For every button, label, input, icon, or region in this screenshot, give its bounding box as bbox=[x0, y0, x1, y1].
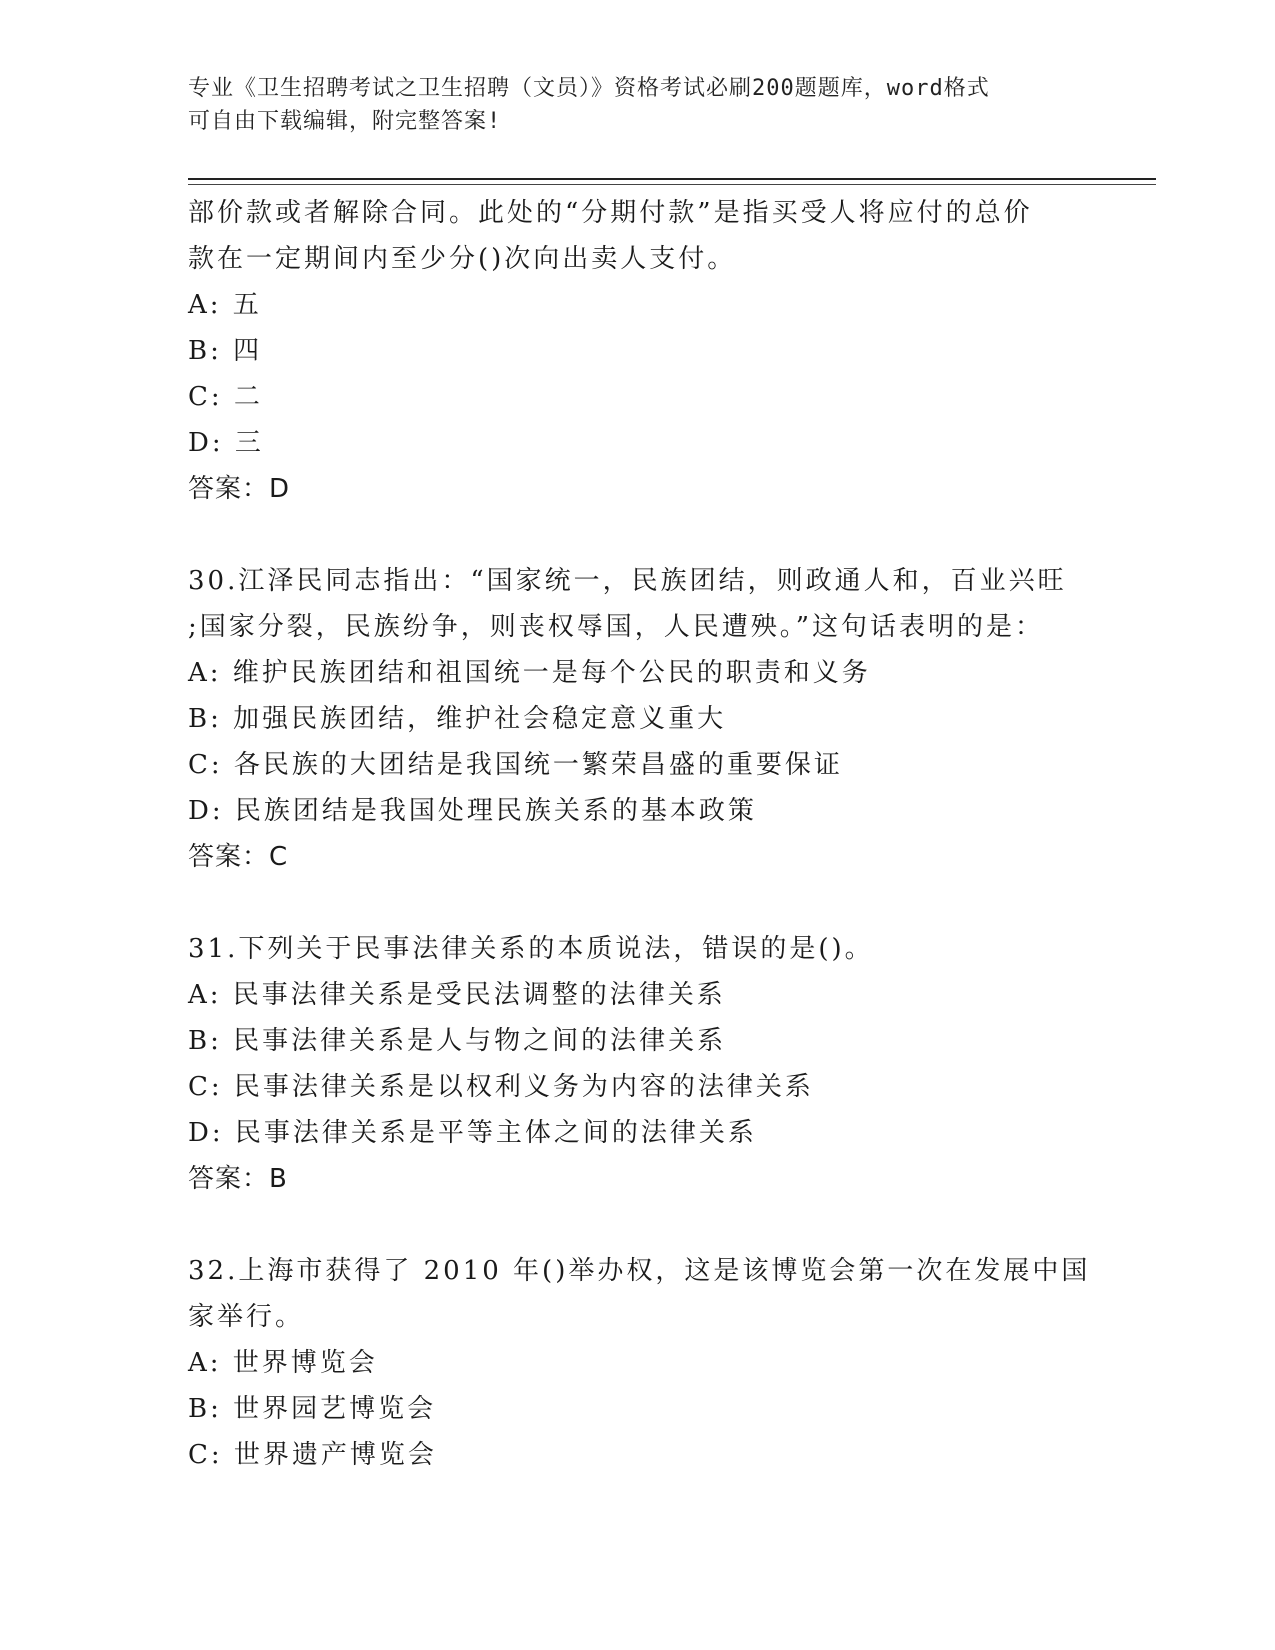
option-d: D: 民事法律关系是平等主体之间的法律关系 bbox=[188, 1118, 757, 1148]
question-31 bbox=[188, 926, 1088, 1202]
header-divider-thick bbox=[188, 178, 1156, 180]
question-text-line: 部价款或者解除合同。此处的“分期付款”是指买受人将应付的总价 bbox=[188, 198, 1033, 228]
option-b: B: 加强民族团结，维护社会稳定意义重大 bbox=[188, 704, 727, 734]
question-30 bbox=[188, 558, 1088, 880]
question-text-line: 30.江泽民同志指出：“国家统一，民族团结，则政通人和，百业兴旺 bbox=[188, 566, 1067, 596]
question-text-line: 家举行。 bbox=[188, 1302, 305, 1332]
question-text-line: 31.下列关于民事法律关系的本质说法，错误的是()。 bbox=[188, 934, 874, 964]
header-divider-thin bbox=[188, 184, 1156, 185]
header-title-line-2: 可自由下载编辑，附完整答案! bbox=[188, 109, 502, 134]
option-a: A: 维护民族团结和祖国统一是每个公民的职责和义务 bbox=[188, 658, 871, 688]
option-b: B: 四 bbox=[188, 336, 263, 366]
option-a: A: 五 bbox=[188, 290, 262, 320]
question-29 bbox=[188, 190, 1088, 512]
answer-label: 答案：B bbox=[188, 1164, 288, 1194]
question-text-line: ;国家分裂，民族纷争，则丧权辱国，人民遭殃。”这句话表明的是： bbox=[188, 612, 1045, 642]
question-list bbox=[188, 190, 1091, 1478]
header-title-line-1: 专业《卫生招聘考试之卫生招聘（文员）》资格考试必刷200题题库，word格式 bbox=[188, 76, 990, 101]
document-header bbox=[188, 72, 1088, 138]
option-c: C: 各民族的大团结是我国统一繁荣昌盛的重要保证 bbox=[188, 750, 843, 780]
question-text-line: 款在一定期间内至少分()次向出卖人支付。 bbox=[188, 244, 737, 274]
option-a: A: 民事法律关系是受民法调整的法律关系 bbox=[188, 980, 726, 1010]
option-c: C: 二 bbox=[188, 382, 263, 412]
answer-label: 答案：D bbox=[188, 474, 291, 504]
option-a: A: 世界博览会 bbox=[188, 1348, 378, 1378]
option-c: C: 民事法律关系是以权利义务为内容的法律关系 bbox=[188, 1072, 814, 1102]
option-b: B: 民事法律关系是人与物之间的法律关系 bbox=[188, 1026, 727, 1056]
question-spacer bbox=[188, 512, 1088, 558]
option-b: B: 世界园艺博览会 bbox=[188, 1394, 437, 1424]
question-32 bbox=[188, 1248, 1091, 1478]
option-c: C: 世界遗产博览会 bbox=[188, 1440, 437, 1470]
option-d: D: 民族团结是我国处理民族关系的基本政策 bbox=[188, 796, 757, 826]
question-spacer bbox=[188, 880, 1088, 926]
question-text-line: 32.上海市获得了 2010 年()举办权，这是该博览会第一次在发展中国 bbox=[188, 1256, 1091, 1286]
question-spacer bbox=[188, 1202, 1088, 1248]
answer-label: 答案：C bbox=[188, 842, 289, 872]
option-d: D: 三 bbox=[188, 428, 264, 458]
